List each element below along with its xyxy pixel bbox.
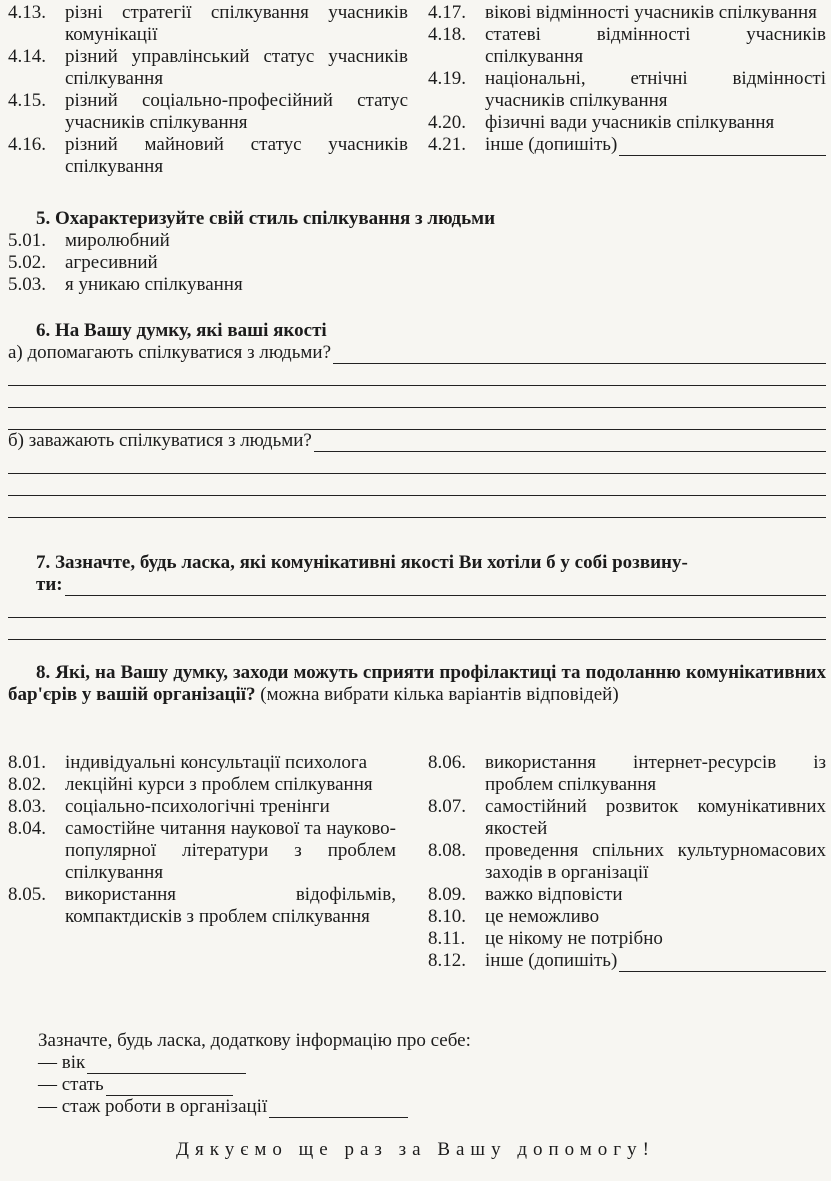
option-8-11[interactable]: 8.11. це нікому не потрібно	[428, 928, 663, 949]
option-4-20[interactable]: 4.20. фізичні вади учасників спілкування	[428, 112, 775, 133]
q4-other-blank[interactable]	[619, 137, 826, 156]
q5-title: 5. Охарактеризуйте свій стиль спілкування з людьми	[36, 208, 496, 229]
option-8-06[interactable]: 8.06. використання інтернет-ресурсів із проблем спілкування	[428, 752, 826, 795]
option-8-04[interactable]: 8.04. самостійне читання наукової та науково-популярної літератури з проблем спілкування	[8, 818, 396, 883]
option-4-15[interactable]: 4.15. різний соціально-професійний статус учасників спілкування	[8, 90, 408, 133]
sex-field: — стать	[38, 1074, 233, 1096]
question-8	[8, 662, 826, 706]
option-5-01[interactable]: 5.01. миролюбний	[8, 230, 170, 251]
option-5-02[interactable]: 5.02. агресивний	[8, 252, 158, 273]
option-8-03[interactable]: 8.03. соціально-психологічні тренінги	[8, 796, 330, 817]
option-8-12[interactable]: 8.12. інше (допишіть)	[428, 950, 826, 972]
option-8-01[interactable]: 8.01. індивідуальні консультації психолога	[8, 752, 368, 773]
q6-a-line: а) допомагають спілкуватися з людьми?	[8, 342, 826, 364]
option-4-19[interactable]: 4.19. національні, етнічні відмінності учасників спілкування	[428, 68, 826, 111]
option-4-16[interactable]: 4.16. різний майновий статус учасників спілкування	[8, 134, 408, 177]
q8-left-column	[8, 752, 396, 972]
q7-line: ти:	[8, 574, 826, 596]
tenure-blank[interactable]	[269, 1099, 408, 1118]
answer-line[interactable]	[8, 496, 826, 518]
option-8-07[interactable]: 8.07. самостійний розвиток комунікативних якостей	[428, 796, 826, 839]
option-5-03[interactable]: 5.03. я уникаю спілкування	[8, 274, 243, 295]
option-4-13[interactable]: 4.13. різні стратегії спілкування учасників комунікації	[8, 2, 408, 45]
answer-line[interactable]	[8, 364, 826, 386]
q6-b-line: б) заважають спілкуватися з людьми?	[8, 430, 826, 452]
q8-other-blank[interactable]	[619, 953, 826, 972]
tenure-field: — стаж роботи в організації	[38, 1096, 408, 1118]
option-4-14[interactable]: 4.14. різний управлінський статус учасників спілкування	[8, 46, 408, 89]
q6-b-blank[interactable]	[314, 433, 826, 452]
respondent-info-intro: Зазначте, будь ласка, додаткову інформацію про себе:	[38, 1030, 471, 1051]
answer-line[interactable]	[8, 452, 826, 474]
q8-title: 8. Які, на Вашу думку, заходи можуть сприяти профілактиці та подоланню комунікативних бар'єрів у вашій організації? (можна вибрати кілька варіантів відповідей)	[8, 662, 826, 705]
q4-right-column	[428, 2, 826, 178]
sex-blank[interactable]	[106, 1077, 233, 1096]
q4-options	[8, 2, 826, 178]
answer-line[interactable]	[8, 474, 826, 496]
age-field: — вік	[38, 1052, 246, 1074]
answer-line[interactable]	[8, 386, 826, 408]
answer-line[interactable]	[8, 618, 826, 640]
age-blank[interactable]	[87, 1055, 246, 1074]
respondent-info	[38, 1030, 638, 1118]
question-5	[8, 208, 826, 296]
answer-line[interactable]	[8, 408, 826, 430]
q8-options	[8, 752, 826, 972]
option-8-08[interactable]: 8.08. проведення спільних культурномасових заходів в організації	[428, 840, 826, 883]
option-8-05[interactable]: 8.05. використання відофільмів, компактдисків з проблем спілкування	[8, 884, 396, 927]
thanks-message: Дякуємо ще раз за Вашу допомогу!	[176, 1139, 655, 1160]
q7-title: 7. Зазначте, будь ласка, які комунікативні якості Ви хотіли б у собі розвину-	[36, 552, 688, 573]
question-7	[8, 552, 826, 640]
question-6	[8, 320, 826, 518]
q6-title: 6. На Вашу думку, які ваші якості	[36, 320, 327, 341]
option-4-21[interactable]: 4.21. інше (допишіть)	[428, 134, 826, 156]
q6-a-blank[interactable]	[333, 345, 826, 364]
answer-line[interactable]	[8, 596, 826, 618]
q8-right-column	[428, 752, 826, 972]
q7-blank[interactable]	[65, 577, 826, 596]
option-8-09[interactable]: 8.09. важко відповісти	[428, 884, 623, 905]
q4-left-column	[8, 2, 408, 178]
option-8-02[interactable]: 8.02. лекційні курси з проблем спілкування	[8, 774, 373, 795]
option-4-18[interactable]: 4.18. статеві відмінності учасників спілкування	[428, 24, 826, 67]
option-4-17[interactable]: 4.17. вікові відмінності учасників спілкування	[428, 2, 817, 23]
option-8-10[interactable]: 8.10. це неможливо	[428, 906, 600, 927]
